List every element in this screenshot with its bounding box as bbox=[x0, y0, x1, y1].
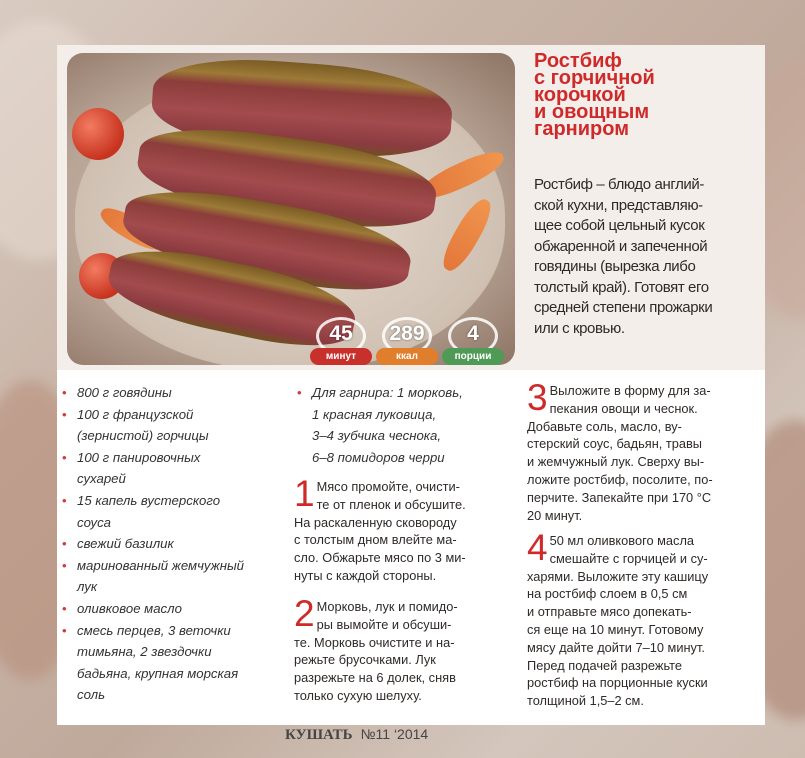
step-4 bbox=[527, 527, 757, 710]
title-line: гарниром bbox=[534, 118, 630, 140]
ingredient-text: 6–8 помидоров черри bbox=[312, 449, 445, 465]
ingredient-text: 1 красная луковица, bbox=[312, 406, 437, 422]
ingredient-item: • 15 капель вустерского bbox=[62, 492, 221, 508]
ingredient-item-cont bbox=[57, 641, 287, 663]
step-line: толщиной 1,5–2 см. bbox=[527, 693, 644, 709]
step-line: сло. Обжарьте мясо по 3 ми- bbox=[294, 550, 466, 566]
recipe-header-panel bbox=[57, 45, 765, 370]
step-line: харями. Выложите эту кашицу bbox=[527, 568, 709, 584]
ingredient-item-cont bbox=[57, 576, 287, 598]
magazine-footer bbox=[285, 726, 428, 744]
ingredient-item-cont bbox=[57, 425, 287, 447]
step-number: 2 bbox=[294, 593, 315, 634]
step-number: 1 bbox=[294, 473, 315, 514]
ingredient-item: • маринованный жемчужный bbox=[62, 557, 245, 573]
step-line: Мясо промойте, очисти- bbox=[316, 479, 460, 494]
step-number: 3 bbox=[527, 377, 548, 418]
step-line: Добавьте соль, масло, ву- bbox=[527, 418, 682, 434]
step-line: ложите ростбиф, посолите, по- bbox=[527, 471, 713, 487]
step-2 bbox=[294, 593, 504, 705]
step-line: режьте брусочками. Лук bbox=[294, 652, 436, 668]
ingredient-text: 100 г панировочных bbox=[77, 449, 201, 465]
ingredient-item: • 100 г французской bbox=[62, 406, 194, 422]
step-line: и отправьте мясо допекать- bbox=[527, 604, 692, 620]
step-line: На раскаленную сковороду bbox=[294, 514, 457, 530]
time-stat bbox=[312, 315, 370, 365]
ingredient-text: смесь перцев, 3 веточки bbox=[77, 622, 231, 638]
step-line: смешайте с горчицей и су- bbox=[549, 550, 708, 566]
step-line: 20 минут. bbox=[527, 507, 583, 523]
ingredient-text: Для гарнира: 1 морковь, bbox=[312, 385, 463, 400]
ingredient-item-cont bbox=[292, 404, 512, 426]
ingredient-item-cont bbox=[292, 425, 512, 447]
title-line: и овощным bbox=[534, 101, 650, 123]
step-line: Морковь, лук и помидо- bbox=[316, 599, 458, 614]
ingredient-text: 3–4 зубчика чеснока, bbox=[312, 428, 442, 444]
step-line: нуты с каждой стороны. bbox=[294, 567, 437, 583]
intro-line: говядины (вырезка либо bbox=[534, 258, 696, 275]
step-line: те от пленок и обсушите. bbox=[316, 496, 466, 512]
ingredient-item: • оливковое масло bbox=[62, 600, 182, 616]
ingredient-item: • свежий базилик bbox=[62, 536, 174, 552]
title-line: с горчичной bbox=[534, 67, 655, 89]
step-line: только сухую шелуху. bbox=[294, 687, 422, 703]
step-line: на ростбиф слоем в 0,5 см bbox=[527, 586, 688, 602]
calories-label: ккал bbox=[376, 348, 438, 365]
recipe-page bbox=[57, 45, 765, 725]
intro-line: Ростбиф – блюдо англий- bbox=[534, 176, 704, 193]
recipe-body-panel bbox=[57, 370, 765, 725]
intro-line: обжаренной и запеченной bbox=[534, 237, 708, 255]
ingredient-item-cont bbox=[57, 684, 287, 706]
title-line: Ростбиф bbox=[534, 50, 622, 72]
ingredient-item: • 800 г говядины bbox=[62, 385, 172, 400]
cherry-tomato bbox=[72, 108, 124, 160]
ingredient-text: оливковое масло bbox=[77, 600, 182, 616]
servings-stat bbox=[444, 315, 502, 365]
issue-number: №11 ‘2014 bbox=[360, 726, 429, 742]
title-line: корочкой bbox=[534, 84, 626, 106]
recipe-title bbox=[534, 50, 754, 140]
ingredient-text: 800 г говядины bbox=[77, 385, 172, 400]
calories-value: 289 bbox=[389, 322, 425, 345]
step-line: перчите. Запекайте при 170 °С bbox=[527, 489, 712, 505]
step-1 bbox=[294, 473, 504, 585]
step-line: пекания овощи и чеснок. bbox=[549, 400, 698, 416]
roast-beef-photo bbox=[67, 53, 515, 365]
step-line: с толстым дном влейте ма- bbox=[294, 532, 457, 548]
ingredient-text: маринованный жемчужный bbox=[77, 557, 245, 573]
intro-line: средней степени прожарки bbox=[534, 299, 713, 316]
ingredient-item: • Для гарнира: 1 морковь, bbox=[297, 385, 463, 400]
ingredient-text: соуса bbox=[77, 514, 112, 530]
ingredient-item-cont bbox=[57, 663, 287, 685]
ingredient-text: бадьяна, крупная морская bbox=[77, 665, 239, 681]
calories-stat bbox=[378, 315, 436, 365]
step-line: Выложите в форму для за- bbox=[549, 383, 711, 398]
ingredient-text: тимьяна, 2 звездочки bbox=[77, 644, 212, 660]
intro-line: или с кровью. bbox=[534, 319, 625, 337]
recipe-intro bbox=[534, 175, 756, 339]
intro-line: щее собой цельный кусок bbox=[534, 217, 705, 234]
ingredient-item-cont bbox=[292, 447, 512, 469]
ingredients-list bbox=[57, 382, 287, 706]
ingredient-text: свежий базилик bbox=[77, 536, 174, 552]
ingredient-item: • 100 г панировочных bbox=[62, 449, 201, 465]
ingredient-text: (зернистой) горчицы bbox=[77, 428, 209, 444]
ingredient-text: 100 г французской bbox=[77, 406, 194, 422]
step-line: 50 мл оливкового масла bbox=[549, 533, 695, 548]
ingredient-item-cont bbox=[57, 512, 287, 534]
step-line: ростбиф на порционные куски bbox=[527, 675, 708, 691]
ingredient-text: соль bbox=[77, 687, 106, 703]
ingredient-text: сухарей bbox=[77, 471, 126, 487]
servings-label: порции bbox=[442, 348, 504, 365]
step-line: стерский соус, бадьян, травы bbox=[527, 436, 702, 452]
ingredient-text: 15 капель вустерского bbox=[77, 492, 221, 508]
step-line: те. Морковь очистите и на- bbox=[294, 634, 455, 650]
time-value: 45 bbox=[329, 322, 353, 345]
servings-value: 4 bbox=[467, 322, 479, 345]
magazine-brand: КУШАТЬ bbox=[285, 727, 353, 743]
intro-line: ской кухни, представляю- bbox=[534, 196, 703, 214]
step-line: мясу дайте дойти 7–10 минут. bbox=[527, 639, 705, 655]
ingredient-item-cont bbox=[57, 468, 287, 490]
step-number: 4 bbox=[527, 527, 548, 568]
step-line: ры вымойте и обсуши- bbox=[316, 616, 452, 632]
step-line: и жемчужный лук. Сверху вы- bbox=[527, 454, 705, 470]
step-line: ся еще на 10 минут. Готовому bbox=[527, 621, 704, 637]
ingredient-text: лук bbox=[77, 579, 98, 595]
garnish-list bbox=[292, 382, 512, 468]
step-line: разрежьте на 6 долек, сняв bbox=[294, 670, 456, 686]
intro-line: толстый край). Готовят его bbox=[534, 278, 709, 296]
step-line: Перед подачей разрежьте bbox=[527, 657, 682, 673]
step-3 bbox=[527, 377, 757, 524]
time-label: минут bbox=[310, 348, 372, 365]
ingredient-item: • смесь перцев, 3 веточки bbox=[62, 622, 231, 638]
